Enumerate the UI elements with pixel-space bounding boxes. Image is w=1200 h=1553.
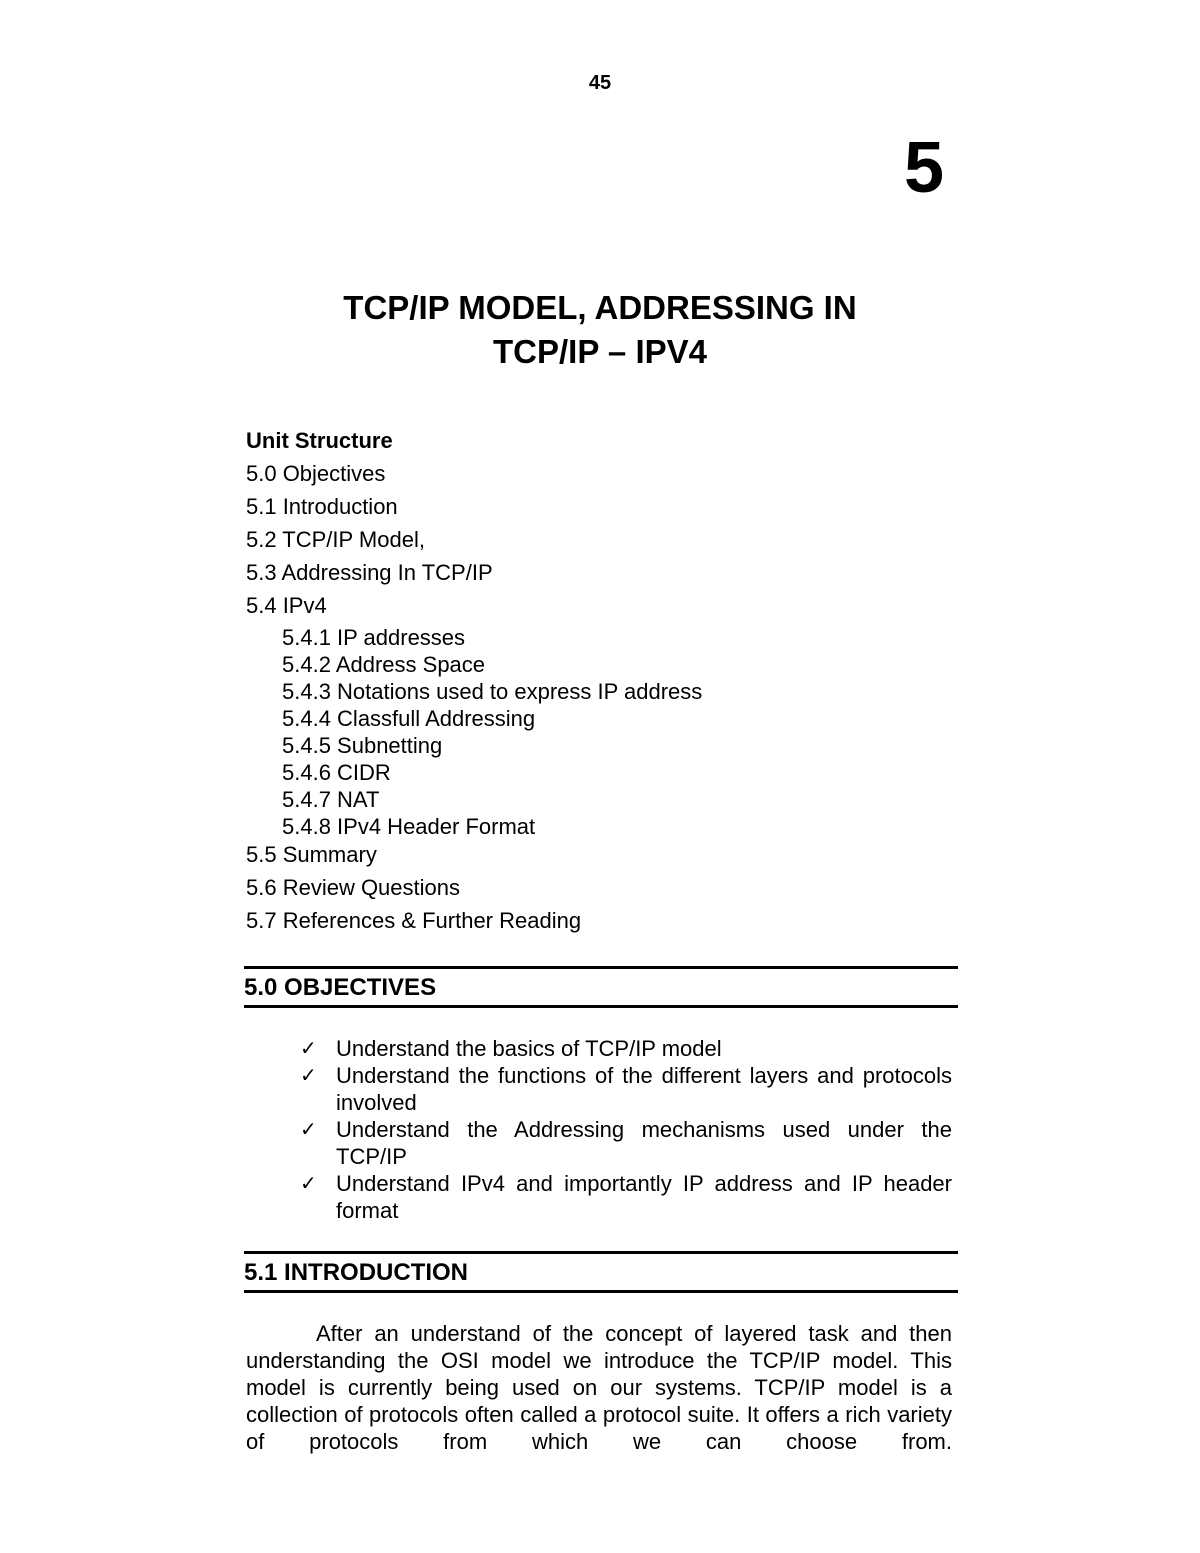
objectives-heading: 5.0 OBJECTIVES <box>244 966 958 1008</box>
objectives-list <box>300 1035 952 1224</box>
toc-item: 5.5 Summary <box>246 842 377 867</box>
toc-subitem: 5.4.3 Notations used to express IP address <box>282 679 703 704</box>
toc-subitem: 5.4.8 IPv4 Header Format <box>282 814 536 839</box>
toc-subitem: 5.4.7 NAT <box>282 787 380 812</box>
toc-item: 5.3 Addressing In TCP/IP <box>246 560 493 585</box>
unit-structure-heading: Unit Structure <box>246 428 393 453</box>
introduction-paragraph <box>246 1320 952 1455</box>
toc-subitem: 5.4.5 Subnetting <box>282 733 443 758</box>
checkmark-icon: ✓ <box>300 1117 317 1141</box>
toc-subitem: 5.4.1 IP addresses <box>282 625 466 650</box>
toc-subitem: 5.4.6 CIDR <box>282 760 391 785</box>
objective-item <box>300 1035 952 1062</box>
toc-subitem: 5.4.4 Classfull Addressing <box>282 706 536 731</box>
toc-item: 5.2 TCP/IP Model, <box>246 527 425 552</box>
unit-structure-list <box>246 460 966 940</box>
chapter-title-line-1: TCP/IP MODEL, ADDRESSING IN <box>343 289 857 326</box>
checkmark-icon: ✓ <box>300 1036 317 1060</box>
introduction-text: After an understand of the concept of layered task and then understanding the OSI model we introduce the TCP/IP model. This model is currently being used on our systems. TCP/IP model is a collection of protocols often called a protocol suite. It offers a rich variety of protocols from which we can choose from. <box>246 1321 952 1454</box>
objective-text: Understand the Addressing mechanisms used under the TCP/IP <box>336 1117 952 1169</box>
objective-item <box>300 1062 952 1116</box>
checkmark-icon: ✓ <box>300 1171 317 1195</box>
checkmark-icon: ✓ <box>300 1063 317 1087</box>
objective-item <box>300 1116 952 1170</box>
chapter-title-line-2: TCP/IP – IPV4 <box>493 333 707 370</box>
introduction-heading: 5.1 INTRODUCTION <box>244 1251 958 1293</box>
chapter-number: 5 <box>903 128 944 208</box>
objective-text: Understand the functions of the different layers and protocols involved <box>336 1063 952 1115</box>
toc-item: 5.0 Objectives <box>246 461 386 486</box>
objective-text: Understand IPv4 and importantly IP address and IP header format <box>336 1171 952 1223</box>
chapter-title <box>0 286 1200 374</box>
toc-item: 5.6 Review Questions <box>246 875 460 900</box>
toc-subitem: 5.4.2 Address Space <box>282 652 486 677</box>
objective-text: Understand the basics of TCP/IP model <box>336 1036 722 1061</box>
objective-item <box>300 1170 952 1224</box>
toc-item: 5.4 IPv4 <box>246 593 327 618</box>
toc-item: 5.7 References & Further Reading <box>246 908 582 933</box>
page-number: 45 <box>588 72 612 94</box>
toc-item: 5.1 Introduction <box>246 494 398 519</box>
